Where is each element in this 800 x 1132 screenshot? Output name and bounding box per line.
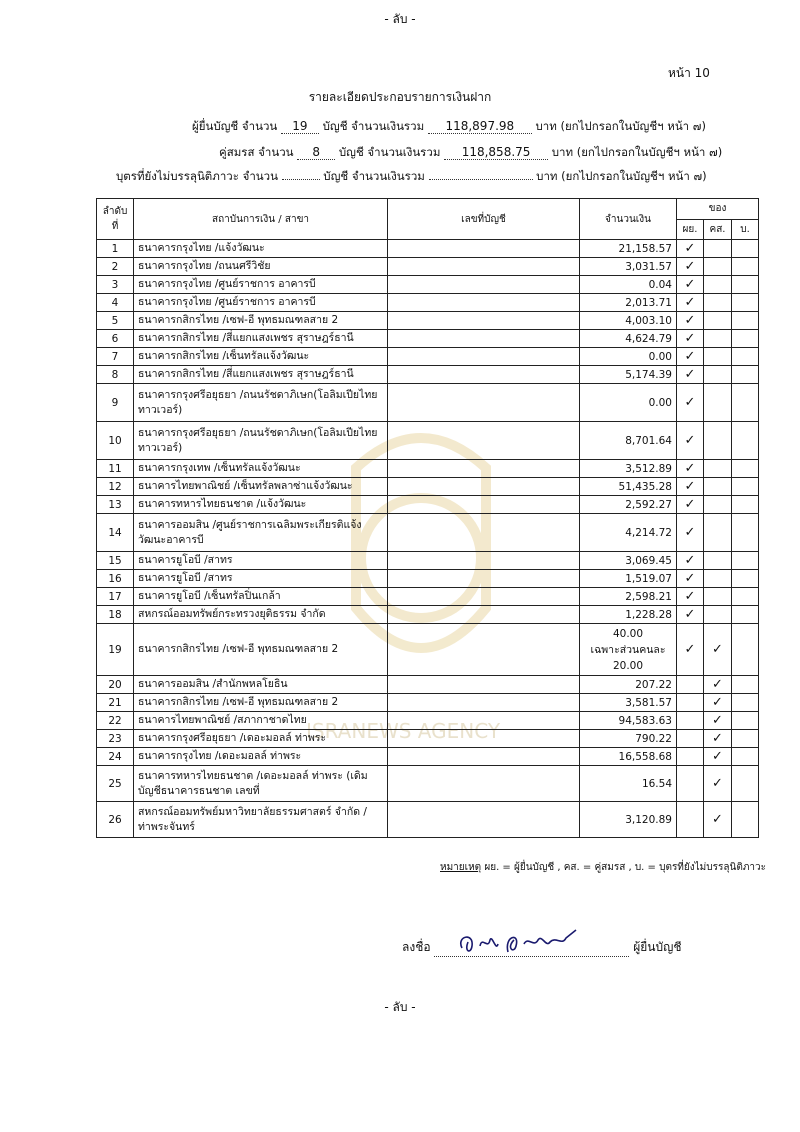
footnote-text: ผย. = ผู้ยื่นบัญชี , คส. = คู่สมรส , บ. = บุตรที่ยังไม่บรรลุนิติภาวะ [481,862,767,873]
row-number: 14 [97,514,134,552]
table-row [97,606,759,624]
row-number: 13 [97,496,134,514]
row-amount: 0.00 [580,384,677,422]
row-institution: ธนาคารออมสิน /ศูนย์ราชการเฉลิมพระเกียรติแจ้ง วัฒนะอาคารบี [134,514,388,552]
row-number: 24 [97,748,134,766]
row-amount: 3,069.45 [580,552,677,570]
owner-filer-check [677,624,704,676]
watermark-text: ISRANEWS AGENCY [306,719,501,743]
owner-filer-check [677,676,704,694]
row-institution: ธนาคารกสิกรไทย /เซ็นทรัลแจ้งวัฒนะ [134,348,388,366]
row-account-number [388,366,580,384]
owner-spouse-check [704,240,732,258]
row-amount: 3,120.89 [580,802,677,838]
row-account-number [388,312,580,330]
row-amount: 1,519.07 [580,570,677,588]
summary-filer-line: ผู้ยื่นบัญชี จำนวน 19 บัญชี จำนวนเงินรวม 118,897.98 บาท (ยกไปกรอกในบัญชีฯ หน้า ๗) [192,119,706,133]
owner-child-check [732,276,759,294]
owner-child-check [732,496,759,514]
row-amount: 2,013.71 [580,294,677,312]
check-mark-icon: ✓ [684,331,696,346]
row-institution: ธนาคารยูโอบี /สาทร [134,552,388,570]
owner-child-check [732,676,759,694]
table-row [97,748,759,766]
row-number: 11 [97,460,134,478]
owner-child-check [732,478,759,496]
owner-filer-check [677,802,704,838]
row-number: 5 [97,312,134,330]
row-account-number [388,802,580,838]
table-row [97,552,759,570]
row-institution: สหกรณ์ออมทรัพย์กระทรวงยุติธรรม จำกัด [134,606,388,624]
table-row [97,730,759,748]
row-account-number [388,294,580,312]
check-mark-icon: ✓ [684,607,696,622]
row-account-number [388,624,580,676]
owner-child-check [732,802,759,838]
row-amount: 8,701.64 [580,422,677,460]
owner-filer-check [677,330,704,348]
row-number: 9 [97,384,134,422]
spouse-count: 8 [297,145,335,160]
row-amount: 3,031.57 [580,258,677,276]
row-number: 3 [97,276,134,294]
row-number: 16 [97,570,134,588]
check-mark-icon: ✓ [712,749,723,764]
owner-spouse-check [704,730,732,748]
row-institution: ธนาคารทหารไทยธนชาต /เดอะมอลล์ ท่าพระ (เดิมบัญชีธนาคารธนชาต เลขที่ [134,766,388,802]
row-amount: 3,512.89 [580,460,677,478]
row-institution: ธนาคารกสิกรไทย /เซฟ-อี พุทธมณฑลสาย 2 [134,694,388,712]
owner-child-check [732,422,759,460]
row-account-number [388,460,580,478]
row-account-number [388,478,580,496]
row-institution: ธนาคารทหารไทยธนชาต /แจ้งวัฒนะ [134,496,388,514]
handwritten-signature [454,926,594,960]
row-institution: ธนาคารกรุงศรีอยุธยา /เดอะมอลล์ ท่าพระ [134,730,388,748]
row-number: 8 [97,366,134,384]
row-institution: ธนาคารกสิกรไทย /สี่แยกแสงเพชร สุราษฎร์ธานี [134,366,388,384]
header-owner: ของ [677,199,759,220]
table-row [97,240,759,258]
row-number: 17 [97,588,134,606]
row-number: 26 [97,802,134,838]
owner-filer-check [677,730,704,748]
header-account: เลขที่บัญชี [388,199,580,240]
table-row [97,384,759,422]
check-mark-icon: ✓ [684,433,696,448]
page-number: หน้า 10 [668,66,710,80]
row-amount: 16.54 [580,766,677,802]
owner-child-check [732,460,759,478]
table-row [97,460,759,478]
row-institution: ธนาคารไทยพาณิชย์ /สภากาชาดไทย [134,712,388,730]
owner-filer-check [677,294,704,312]
row-account-number [388,694,580,712]
owner-spouse-check [704,294,732,312]
row-account-number [388,384,580,422]
owner-filer-check [677,712,704,730]
row-number: 25 [97,766,134,802]
owner-spouse-check [704,588,732,606]
filer-amount: 118,897.98 [428,119,532,134]
row-institution: ธนาคารไทยพาณิชย์ /เซ็นทรัลพลาซ่าแจ้งวัฒนะ [134,478,388,496]
check-mark-icon: ✓ [712,642,723,657]
signature-block [402,938,682,957]
check-mark-icon: ✓ [684,479,696,494]
row-amount [580,624,677,676]
owner-filer-check [677,606,704,624]
row-account-number [388,748,580,766]
check-mark-icon: ✓ [684,553,696,568]
row-amount: 1,228.28 [580,606,677,624]
row-amount: 94,583.63 [580,712,677,730]
owner-child-check [732,748,759,766]
row-amount: 5,174.39 [580,366,677,384]
row-account-number [388,496,580,514]
header-institution: สถาบันการเงิน / สาขา [134,199,388,240]
check-mark-icon: ✓ [684,313,696,328]
row-account-number [388,730,580,748]
owner-filer-check [677,240,704,258]
row-account-number [388,766,580,802]
owner-child-check [732,570,759,588]
row-amount: 2,598.21 [580,588,677,606]
table-row [97,624,759,676]
table-row [97,570,759,588]
owner-filer-check [677,552,704,570]
owner-filer-check [677,496,704,514]
row-institution: ธนาคารกสิกรไทย /เซฟ-อี พุทธมณฑลสาย 2 [134,312,388,330]
check-mark-icon: ✓ [712,713,723,728]
row-number: 20 [97,676,134,694]
table-row [97,312,759,330]
row-account-number [388,712,580,730]
row-amount: 4,214.72 [580,514,677,552]
row-amount: 3,581.57 [580,694,677,712]
table-row [97,348,759,366]
check-mark-icon: ✓ [712,731,723,746]
owner-child-check [732,606,759,624]
check-mark-icon: ✓ [712,812,723,827]
check-mark-icon: ✓ [684,259,696,274]
row-number: 12 [97,478,134,496]
owner-spouse-check [704,460,732,478]
table-row [97,712,759,730]
row-amount: 4,003.10 [580,312,677,330]
check-mark-icon: ✓ [684,241,696,256]
owner-filer-check [677,588,704,606]
row-amount: 207.22 [580,676,677,694]
row-account-number [388,348,580,366]
owner-spouse-check [704,694,732,712]
owner-child-check [732,712,759,730]
table-row [97,294,759,312]
owner-spouse-check [704,366,732,384]
owner-filer-check [677,478,704,496]
row-account-number [388,552,580,570]
owner-filer-check [677,384,704,422]
footnote-label: หมายเหตุ [440,862,482,873]
row-institution: ธนาคารกสิกรไทย /เซฟ-อี พุทธมณฑลสาย 2 [134,624,388,676]
owner-spouse-check [704,552,732,570]
owner-child-check [732,552,759,570]
spouse-amount: 118,858.75 [444,145,548,160]
check-mark-icon: ✓ [712,677,723,692]
row-amount-line: 20.00 [612,659,644,672]
check-mark-icon: ✓ [684,461,696,476]
row-number: 2 [97,258,134,276]
row-number: 10 [97,422,134,460]
owner-spouse-check [704,514,732,552]
check-mark-icon: ✓ [684,367,696,382]
row-institution: ธนาคารกรุงไทย /เดอะมอลล์ ท่าพระ [134,748,388,766]
check-mark-icon: ✓ [684,349,696,364]
owner-child-check [732,312,759,330]
row-account-number [388,422,580,460]
row-institution: ธนาคารกสิกรไทย /สี่แยกแสงเพชร สุราษฎร์ธานี [134,330,388,348]
table-row [97,496,759,514]
check-mark-icon: ✓ [684,395,696,410]
row-account-number [388,514,580,552]
row-account-number [388,570,580,588]
row-number: 19 [97,624,134,676]
owner-child-check [732,730,759,748]
row-amount: 21,158.57 [580,240,677,258]
check-mark-icon: ✓ [712,695,723,710]
signature-suffix: ผู้ยื่นบัญชี [633,940,682,954]
table-row [97,588,759,606]
owner-child-check [732,624,759,676]
owner-spouse-check [704,606,732,624]
check-mark-icon: ✓ [684,571,696,586]
owner-spouse-check [704,676,732,694]
row-institution: ธนาคารกรุงไทย /ศูนย์ราชการ อาคารบี [134,294,388,312]
child-amount [429,179,533,180]
signature-line [434,942,629,957]
owner-child-check [732,348,759,366]
owner-spouse-check [704,258,732,276]
check-mark-icon: ✓ [684,525,696,540]
owner-spouse-check [704,276,732,294]
top-confidential-mark: - ลับ - [384,12,416,26]
owner-spouse-check [704,748,732,766]
owner-spouse-check [704,348,732,366]
check-mark-icon: ✓ [684,295,696,310]
owner-child-check [732,258,759,276]
header-owner-child: บ. [732,219,759,240]
row-institution: ธนาคารกรุงศรีอยุธยา /ถนนรัชดาภิเษก(โอลิมเปียไทย ทาวเวอร์) [134,384,388,422]
row-institution: ธนาคารกรุงไทย /ถนนศรีวิชัย [134,258,388,276]
summary-child-line: บุตรที่ยังไม่บรรลุนิติภาวะ จำนวน บัญชี จำนวนเงินรวม บาท (ยกไปกรอกในบัญชีฯ หน้า ๗) [116,169,707,183]
child-count [282,179,320,180]
table-row [97,330,759,348]
document-title: รายละเอียดประกอบรายการเงินฝาก [308,90,492,104]
owner-filer-check [677,312,704,330]
row-number: 22 [97,712,134,730]
owner-spouse-check [704,570,732,588]
footnote [440,860,766,875]
row-amount: 790.22 [580,730,677,748]
summary-spouse-line: คู่สมรส จำนวน 8 บัญชี จำนวนเงินรวม 118,858.75 บาท (ยกไปกรอกในบัญชีฯ หน้า ๗) [219,145,723,159]
owner-filer-check [677,366,704,384]
header-seq: ลำดับที่ [97,199,134,240]
table-row [97,276,759,294]
owner-child-check [732,366,759,384]
row-amount: 16,558.68 [580,748,677,766]
row-institution: ธนาคารกรุงเทพ /เซ็นทรัลแจ้งวัฒนะ [134,460,388,478]
owner-filer-check [677,514,704,552]
row-account-number [388,330,580,348]
owner-spouse-check [704,624,732,676]
owner-child-check [732,588,759,606]
owner-child-check [732,694,759,712]
row-number: 4 [97,294,134,312]
table-row [97,802,759,838]
row-amount-line: 40.00 [612,627,644,640]
row-amount: 0.04 [580,276,677,294]
owner-spouse-check [704,312,732,330]
owner-filer-check [677,258,704,276]
owner-child-check [732,294,759,312]
row-amount-line: เฉพาะส่วนคนละ [590,643,666,656]
row-account-number [388,276,580,294]
owner-spouse-check [704,766,732,802]
row-number: 23 [97,730,134,748]
signature-prefix: ลงชื่อ [402,940,431,954]
row-number: 18 [97,606,134,624]
owner-filer-check [677,570,704,588]
check-mark-icon: ✓ [684,497,696,512]
owner-child-check [732,330,759,348]
header-owner-spouse: คส. [704,219,732,240]
owner-spouse-check [704,422,732,460]
table-row [97,366,759,384]
owner-filer-check [677,422,704,460]
owner-spouse-check [704,478,732,496]
row-institution: สหกรณ์ออมทรัพย์มหาวิทยาลัยธรรมศาสตร์ จำกัด /ท่าพระจันทร์ [134,802,388,838]
row-account-number [388,240,580,258]
filer-count: 19 [281,119,319,134]
owner-filer-check [677,748,704,766]
row-account-number [388,258,580,276]
owner-child-check [732,240,759,258]
table-row [97,694,759,712]
bottom-confidential-mark: - ลับ - [384,1000,416,1014]
row-number: 6 [97,330,134,348]
owner-filer-check [677,766,704,802]
table-row [97,676,759,694]
owner-spouse-check [704,330,732,348]
owner-filer-check [677,460,704,478]
table-row [97,478,759,496]
row-number: 1 [97,240,134,258]
row-institution: ธนาคารออมสิน /สำนักพหลโยธิน [134,676,388,694]
row-amount: 2,592.27 [580,496,677,514]
row-account-number [388,676,580,694]
row-institution: ธนาคารยูโอบี /เซ็นทรัลปิ่นเกล้า [134,588,388,606]
row-institution: ธนาคารกรุงไทย /แจ้งวัฒนะ [134,240,388,258]
table-row [97,422,759,460]
row-account-number [388,606,580,624]
row-number: 7 [97,348,134,366]
row-amount: 0.00 [580,348,677,366]
row-number: 21 [97,694,134,712]
owner-spouse-check [704,496,732,514]
header-owner-filer: ผย. [677,219,704,240]
check-mark-icon: ✓ [684,642,696,657]
row-institution: ธนาคารกรุงไทย /ศูนย์ราชการ อาคารบี [134,276,388,294]
owner-filer-check [677,276,704,294]
owner-filer-check [677,694,704,712]
owner-child-check [732,766,759,802]
table-row [97,766,759,802]
row-number: 15 [97,552,134,570]
check-mark-icon: ✓ [712,776,723,791]
check-mark-icon: ✓ [684,277,696,292]
header-amount: จำนวนเงิน [580,199,677,240]
row-amount: 51,435.28 [580,478,677,496]
check-mark-icon: ✓ [684,589,696,604]
owner-filer-check [677,348,704,366]
owner-spouse-check [704,384,732,422]
owner-child-check [732,514,759,552]
row-institution: ธนาคารยูโอบี /สาทร [134,570,388,588]
owner-spouse-check [704,802,732,838]
row-amount: 4,624.79 [580,330,677,348]
owner-child-check [732,384,759,422]
table-row [97,514,759,552]
owner-spouse-check [704,712,732,730]
deposit-table [96,198,759,838]
row-institution: ธนาคารกรุงศรีอยุธยา /ถนนรัชดาภิเษก(โอลิมเปียไทย ทาวเวอร์) [134,422,388,460]
row-account-number [388,588,580,606]
table-row [97,258,759,276]
